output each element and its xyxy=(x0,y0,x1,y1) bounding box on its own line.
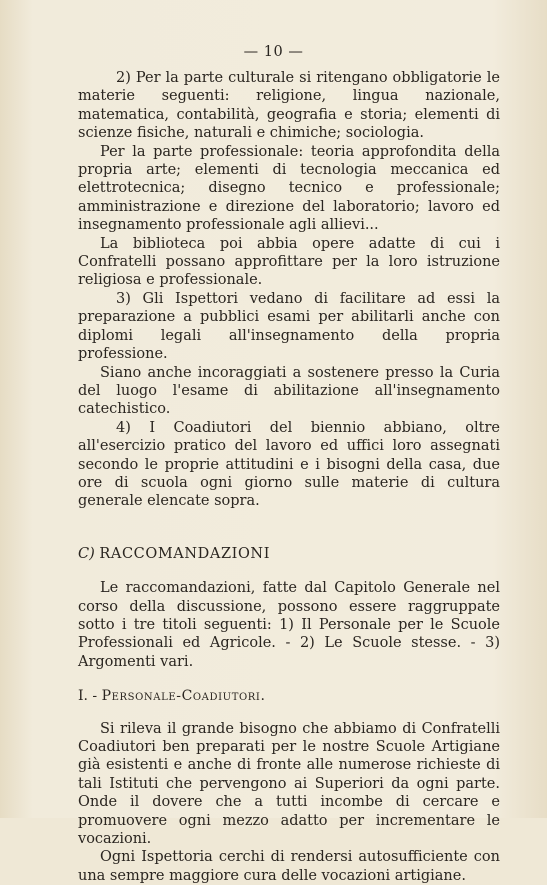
subsection-1-paragraph: Si rileva il grande bisogno che abbiamo di Confratelli Coadiutori ben preparati per le nostre Scuole Artigiane già esistenti e anche di fronte alle numerose richieste di tali Istituti che pervengono ai Superiori da ogni parte. Onde il dovere che a tutti incombe di cercare e promuovere ogni mezzo adatto per incrementare le vocazioni. xyxy=(78,720,500,848)
paragraph-curia: Siano anche incoraggiati a sostenere presso la Curia del luogo l'esame di abilitazione all'insegnamento catechistico. xyxy=(78,364,500,418)
section-c-title: RACCOMANDAZIONI xyxy=(99,545,271,562)
section-c-intro: Le raccomandazioni, fatte dal Capitolo Generale nel corso della discussione, possono essere raggruppate sotto i tre titoli seguenti: 1) Il Personale per le Scuole Professionali ed Agricole. - 2) Le Scuole stesse. - 3) Argomenti vari. xyxy=(78,580,500,670)
section-c-heading xyxy=(78,545,500,563)
section-c-letter: C) xyxy=(78,545,95,562)
paragraph-ispettori: 3) Gli Ispettori vedano di facilitare ad essi la preparazione a pubblici esami per abilitarli anche con diplomi legali all'insegnamento della propria professione. xyxy=(78,290,500,363)
page-number: — 10 — xyxy=(243,44,304,60)
subsection-1-paragraph: Ogni Ispettoria cerchi di rendersi autosufficiente con una sempre maggiore cura delle vocazioni artigiane. xyxy=(78,849,500,884)
paragraph-professionale: Per la parte professionale: teoria approfondita della propria arte; elementi di tecnologia meccanica ed elettrotecnica; disegno tecnico e professionale; amministrazione e direzione del laboratorio; lavoro ed insegnamento professionale agli allievi... xyxy=(78,143,500,234)
page-body xyxy=(78,69,500,885)
paragraph-culturale: 2) Per la parte culturale si ritengano obbligatorie le materie seguenti: religione, lingua nazionale, matematica, contabilità, geografia e storia; elementi di scienze fisiche, naturali e chimiche; sociologia. xyxy=(78,70,500,142)
paragraph-coadiutori-biennio: 4) I Coadiutori del biennio abbiano, oltre all'esercizio pratico del lavoro ed uffici loro assegnati secondo le proprie attitudini e i bisogni della casa, due ore di scuola ogni giorno sulle materie di cultura generale elencate sopra. xyxy=(78,419,500,510)
subsection-1-title: Personale-Coadiutori. xyxy=(101,688,266,705)
subsection-1-number: I. - xyxy=(78,688,98,705)
paragraph-biblioteca: La biblioteca poi abbia opere adatte di cui i Confratelli possano approfittare per la loro istruzione religiosa e professionale. xyxy=(78,235,500,289)
subsection-1-heading xyxy=(78,687,500,705)
